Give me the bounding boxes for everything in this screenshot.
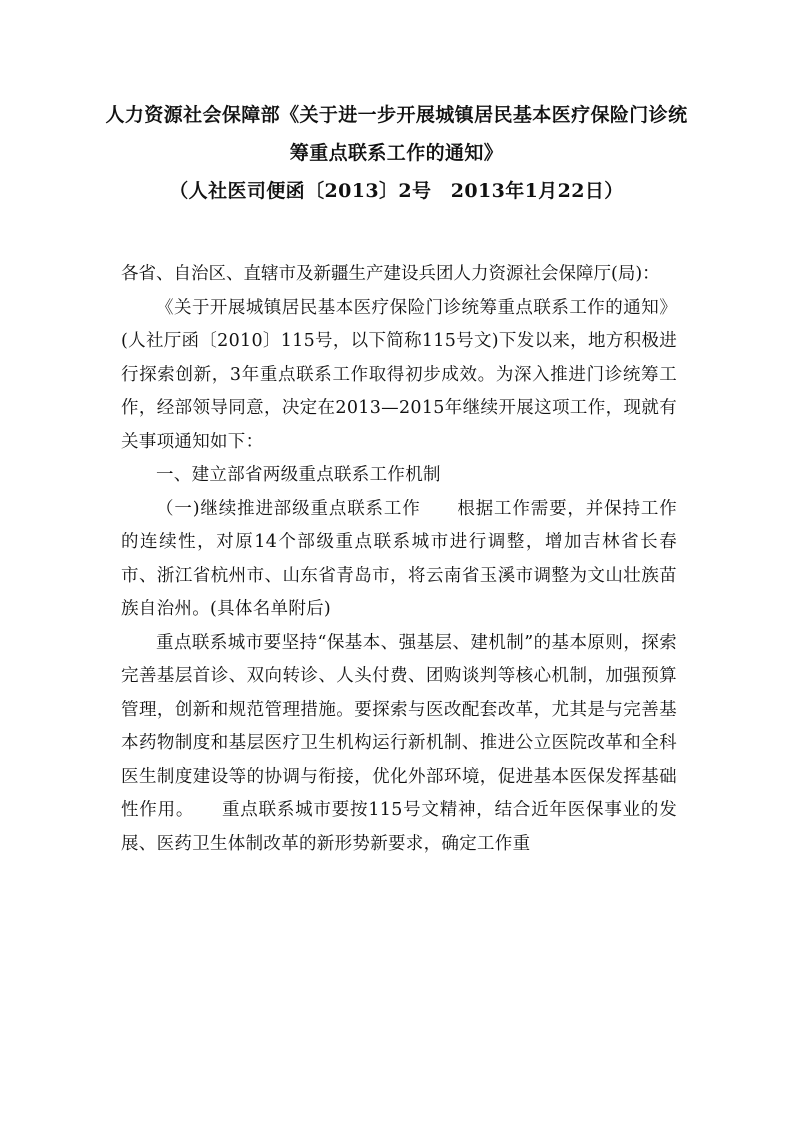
title-line-2: 筹重点联系工作的通知》 (289, 142, 504, 164)
paragraph-section-1-1: （一)继续推进部级重点联系工作 根据工作需要，并保持工作的连续性，对原14个部级重点联系城市进行调整，增加吉林省长春市、浙江省杭州市、山东省青岛市，将云南省玉溪市调整为文山壮族苗族自治州。(具体名单附后) (121, 498, 677, 619)
document-body (121, 258, 677, 861)
paragraph-intro: 《关于开展城镇居民基本医疗保险门诊统筹重点联系工作的通知》(人社厅函〔2010〕115号，以下简称115号文)下发以来，地方积极进行探索创新，3年重点联系工作取得初步成效。为深入推进门诊统筹工作，经部领导同意，决定在2013—2015年继续开展这项工作，现就有关事项通知如下： (121, 297, 677, 452)
title-line-1: 人力资源社会保障部《关于进一步开展城镇居民基本医疗保险门诊统 (105, 104, 688, 126)
salutation: 各省、自治区、直辖市及新疆生产建设兵团人力资源社会保障厅(局)： (121, 264, 660, 284)
paragraph-key-cities: 重点联系城市要坚持“保基本、强基层、建机制”的基本原则，探索完善基层首诊、双向转诊、人头付费、团购谈判等核心机制，加强预算管理，创新和规范管理措施。要探索与医改配套改革，尤其是与完善基本药物制度和基层医疗卫生机构运行新机制、推进公立医院改革和全科医生制度建设等的协调与衔接，优化外部环境，促进基本医保发挥基础性作用。 重点联系城市要按115号文精神，结合近年医保事业的发展、医药卫生体制改革的新形势新要求，确定工作重 (121, 632, 677, 854)
section-heading-1: 一、建立部省两级重点联系工作机制 (156, 465, 441, 485)
document-title (100, 96, 693, 210)
document-subtitle: （人社医司便函〔2013〕2号 2013年1月22日） (169, 180, 624, 202)
